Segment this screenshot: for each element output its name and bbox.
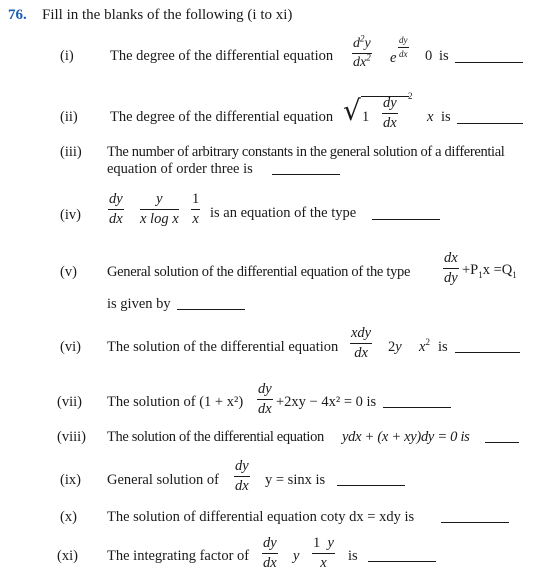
answer-blank-v[interactable] <box>177 309 245 310</box>
fraction-dx-dy: $\frac{dx}{dy}$ <box>444 250 458 286</box>
item-text-v-line2: is given by <box>107 296 171 312</box>
answer-blank-viii[interactable] <box>485 442 519 443</box>
var-y-xi: y <box>293 548 300 564</box>
exp-e: e <box>390 50 397 66</box>
item-zero-i: 0 <box>425 48 433 64</box>
item-text-vi: The solution of the differential equation <box>107 339 339 355</box>
item-text-viii: The solution of the differential equation <box>107 429 324 445</box>
term-2y: 2y <box>388 339 402 355</box>
item-text-xi: The integrating factor of <box>107 548 250 564</box>
power-two: 2 <box>408 91 413 101</box>
item-label-ii: (ii) <box>60 109 78 125</box>
fraction-1-y-x: $\frac{1 y}{x}$ <box>313 535 334 571</box>
question-title: Fill in the blanks of the following (i to xi) <box>42 7 293 23</box>
item-text-i: The degree of the differential equation <box>110 48 334 64</box>
answer-blank-ii[interactable] <box>457 123 523 124</box>
item-label-ix: (ix) <box>60 472 81 488</box>
equation-ix: y = sinx is <box>265 472 326 488</box>
equation-v: $+P_1x =Q_1$ <box>462 262 517 280</box>
item-is-vi: is <box>438 339 448 355</box>
fraction-xdy-dx: xdy dx <box>351 325 372 361</box>
fraction-d2y-dx2: $\frac{d^2y}{dx^2}$ <box>353 33 371 70</box>
item-text-x: The solution of differential equation coty dx = xdy is <box>107 509 415 525</box>
answer-blank-ix[interactable] <box>337 485 405 486</box>
item-label-x: (x) <box>60 509 77 525</box>
item-is-ii: is <box>441 109 451 125</box>
answer-blank-vi[interactable] <box>455 352 520 353</box>
answer-blank-vii[interactable] <box>383 407 451 408</box>
radical-sign: √ <box>343 94 361 127</box>
fraction-dy-dx-xi: $\frac{dy}{dx}$ <box>263 535 277 571</box>
item-label-xi: (xi) <box>57 548 78 564</box>
answer-blank-iii[interactable] <box>272 174 340 175</box>
question-number: 76. <box>8 7 27 23</box>
item-label-vii: (vii) <box>57 394 82 410</box>
item-text-v-line1: General solution of the differential equation of the type <box>107 264 411 280</box>
item-is-xi: is <box>348 548 358 564</box>
answer-blank-i[interactable] <box>455 62 523 63</box>
fraction-1-x: $\frac{1}{x}$ <box>192 191 200 227</box>
equation-vii: +2xy − 4x² = 0 is <box>276 394 377 410</box>
item-label-v: (v) <box>60 264 77 280</box>
fraction-dy-dx-iv: $\frac{dy}{dx}$ <box>109 191 123 227</box>
item-label-vi: (vi) <box>60 339 81 355</box>
item-label-iii: (iii) <box>60 144 82 160</box>
answer-blank-xi[interactable] <box>368 561 436 562</box>
item-text-iii-line2: equation of order three is <box>107 161 253 177</box>
item-text-vii: The solution of (1 + x²) <box>107 394 244 410</box>
fraction-dy-dx-vii: $\frac{dy}{dx}$ <box>258 381 272 417</box>
fraction-dy-dx-ii: $\frac{dy}{dx}$ <box>383 95 397 131</box>
term-x2: $x^2$ <box>419 337 430 355</box>
exponent-dy-dx: $\frac{dy}{dx}$ <box>399 35 408 59</box>
item-text-ix: General solution of <box>107 472 219 488</box>
item-label-viii: (viii) <box>57 429 86 445</box>
item-is-i: is <box>439 48 449 64</box>
equation-viii: ydx + (x + xy)dy = 0 is <box>342 429 470 445</box>
item-label-i: (i) <box>60 48 74 64</box>
item-label-iv: (iv) <box>60 207 81 223</box>
fraction-dy-dx-ix: $\frac{dy}{dx}$ <box>235 458 249 494</box>
radical-one: 1 <box>362 109 370 125</box>
item-text-ii: The degree of the differential equation <box>110 109 334 125</box>
var-x-ii: x <box>427 109 434 125</box>
item-text-iv: is an equation of the type <box>210 205 357 221</box>
answer-blank-x[interactable] <box>441 522 509 523</box>
answer-blank-iv[interactable] <box>372 219 440 220</box>
item-text-iii-line1: The number of arbitrary constants in the general solution of a differential <box>107 144 505 160</box>
fraction-y-xlogx: $\frac{y}{\text{x log x}}$ <box>140 191 179 227</box>
